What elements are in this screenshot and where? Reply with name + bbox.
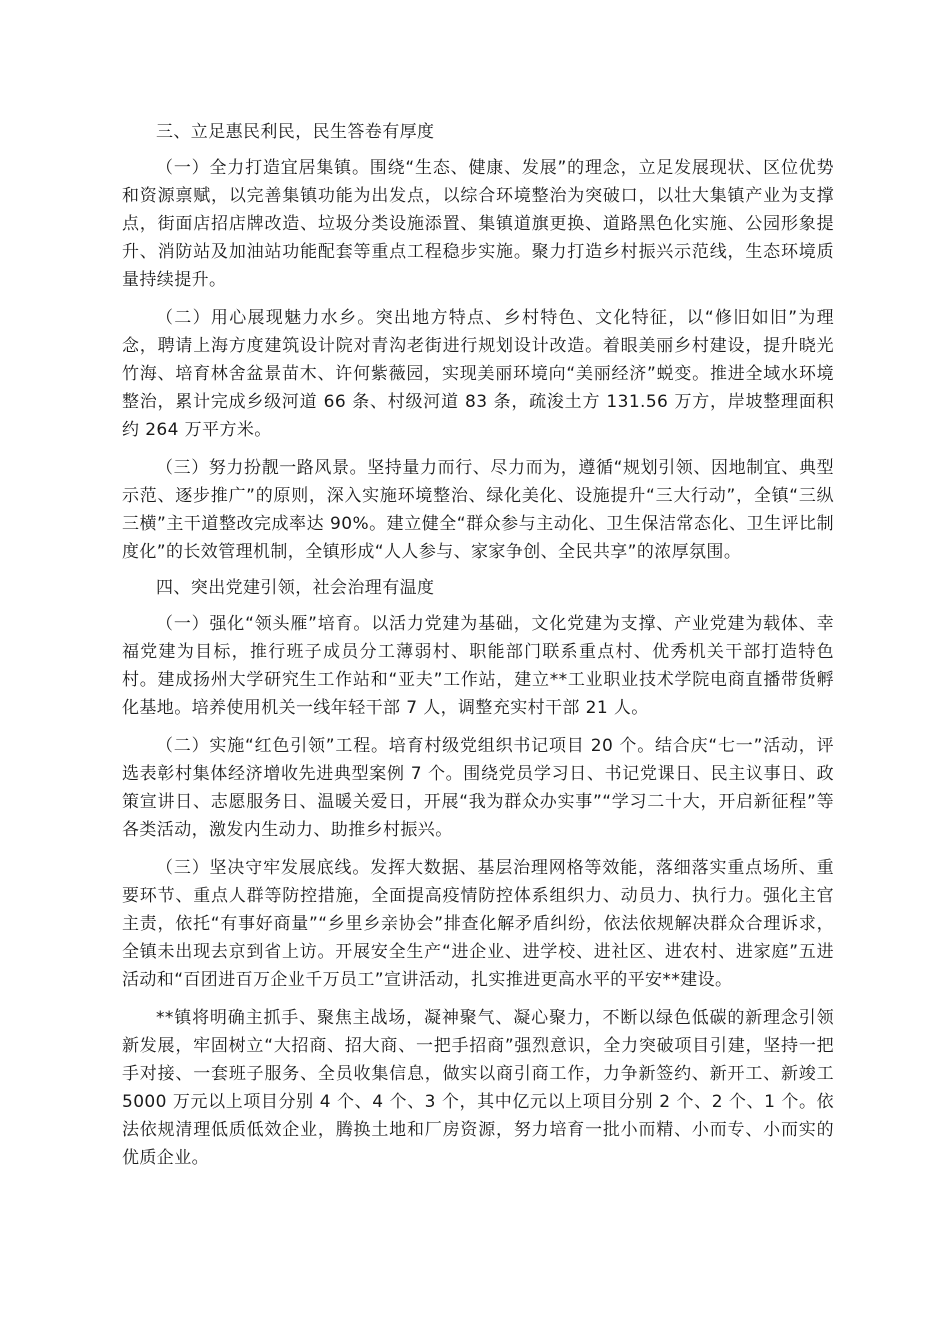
section-4-paragraph-3: （三）坚决守牢发展底线。发挥大数据、基层治理网格等效能，落细落实重点场所、重要环节、重点人群等防控措施，全面提高疫情防控体系组织力、动员力、执行力。强化主官主责，依托“有事好商量”“乡里乡亲协会”排查化解矛盾纠纷，依法依规解决群众合理诉求，全镇未出现去京到省上访。开展安全生产“进企业、进学校、进社区、进农村、进家庭”五进活动和“百团进百万企业千万员工”宣讲活动，扎实推进更高水平的平安**建设。 xyxy=(122,858,834,990)
section-3-paragraph-1: （一）全力打造宜居集镇。围绕“生态、健康、发展”的理念，立足发展现状、区位优势和资源禀赋，以完善集镇功能为出发点，以综合环境整治为突破口，以壮大集镇产业为支撑点，街面店招店牌改造、垃圾分类设施添置、集镇道旗更换、道路黑色化实施、公园形象提升、消防站及加油站功能配套等重点工程稳步实施。聚力打造乡村振兴示范线，生态环境质量持续提升。 xyxy=(122,158,834,290)
section-3-heading: 三、立足惠民利民，民生答卷有厚度 xyxy=(156,122,435,142)
section-3-paragraph-3: （三）努力扮靓一路风景。坚持量力而行、尽力而为，遵循“规划引领、因地制宜、典型示范、逐步推广”的原则，深入实施环境整治、绿化美化、设施提升“三大行动”，全镇“三纵三横”主干道整改完成率达 90%。建立健全“群众参与主动化、卫生保洁常态化、卫生评比制度化”的长效管理机制，全镇形成“人人参与、家家争创、全民共享”的浓厚氛围。 xyxy=(122,458,834,562)
section-4-heading: 四、突出党建引领，社会治理有温度 xyxy=(156,578,435,598)
section-3-paragraph-2: （二）用心展现魅力水乡。突出地方特点、乡村特色、文化特征，以“修旧如旧”为理念，聘请上海方度建筑设计院对青沟老街进行规划设计改造。着眼美丽乡村建设，提升晓光竹海、培育林舍盆景苗木、许何紫薇园，实现美丽环境向“美丽经济”蜕变。推进全域水环境整治，累计完成乡级河道 66 条、村级河道 83 条，疏浚土方 131.56 万方，岸坡整理面积约 264 万平方米。 xyxy=(122,308,834,440)
closing-paragraph: **镇将明确主抓手、聚焦主战场，凝神聚气、凝心聚力，不断以绿色低碳的新理念引领新发展，牢固树立“大招商、招大商、一把手招商”强烈意识，全力突破项目引建，坚持一把手对接、一套班子服务、全员收集信息，做实以商引商工作，力争新签约、新开工、新竣工 5000 万元以上项目分别 4 个、4 个、3 个，其中亿元以上项目分别 2 个、2 个、1 个。依法依规清理低质低效企业，腾换土地和厂房资源，努力培育一批小而精、小而专、小而实的优质企业。 xyxy=(122,1008,834,1168)
section-4-paragraph-2: （二）实施“红色引领”工程。培育村级党组织书记项目 20 个。结合庆“七一”活动，评选表彰村集体经济增收先进典型案例 7 个。围绕党员学习日、书记党课日、民主议事日、政策宣讲日、志愿服务日、温暖关爱日，开展“我为群众办实事”“学习二十大，开启新征程”等各类活动，激发内生动力、助推乡村振兴。 xyxy=(122,736,834,840)
document-page xyxy=(122,118,834,1172)
section-4-paragraph-1: （一）强化“领头雁”培育。以活力党建为基础，文化党建为支撑、产业党建为载体、幸福党建为目标，推行班子成员分工薄弱村、职能部门联系重点村、优秀机关干部打造特色村。建成扬州大学研究生工作站和“亚夫”工作站，建立**工业职业技术学院电商直播带货孵化基地。培养使用机关一线年轻干部 7 人，调整充实村干部 21 人。 xyxy=(122,614,834,718)
